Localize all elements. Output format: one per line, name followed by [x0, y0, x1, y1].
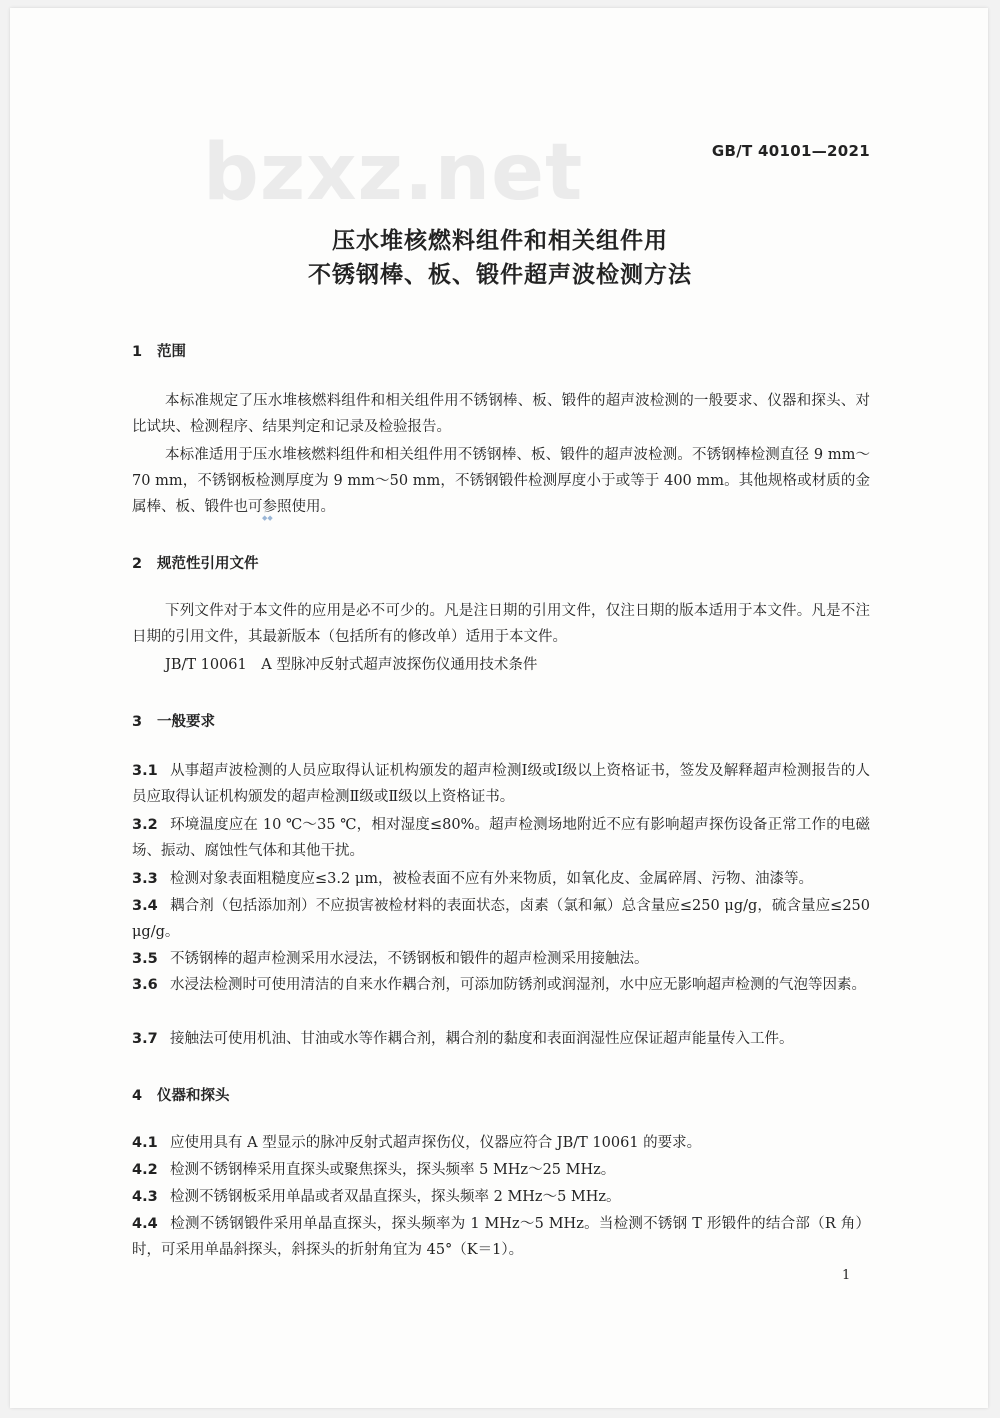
clause-number: 4.2 [132, 1162, 158, 1178]
clause-text: 水浸法检测时可使用清洁的自来水作耦合剂，可添加防锈剂或润湿剂，水中应无影响超声检测的气泡等因素。 [170, 977, 866, 993]
clause-4-3 [132, 1184, 870, 1210]
reference-entry: JB/T 10061 A 型脉冲反射式超声波探伤仪通用技术条件 [165, 657, 538, 673]
clause-text: 检测对象表面粗糙度应≤3.2 μm，被检表面不应有外来物质，如氧化皮、金属碎屑、污物、油漆等。 [170, 871, 813, 887]
clause-text: 检测不锈钢棒采用直探头或聚焦探头，探头频率 5 MHz～25 MHz。 [170, 1162, 616, 1178]
clause-number: 4.4 [132, 1216, 158, 1232]
section-number: 4 [132, 1088, 143, 1104]
document-title-line2: 不锈钢棒、板、锻件超声波检测方法 [308, 262, 692, 288]
clause-number: 3.7 [132, 1031, 158, 1047]
section-heading-2 [132, 552, 259, 573]
clause-number: 4.3 [132, 1189, 158, 1205]
clause-3-6 [132, 972, 870, 998]
clause-text: 应使用具有 A 型显示的脉冲反射式超声探伤仪，仪器应符合 JB/T 10061 的要求。 [170, 1135, 702, 1151]
clause-number: 3.2 [132, 817, 158, 833]
clause-text: 检测不锈钢锻件采用单晶直探头，探头频率为 1 MHz～5 MHz。当检测不锈钢 T 形锻件的结合部（R 角）时，可采用单晶斜探头，斜探头的折射角宜为 45°（K＝1）。 [132, 1216, 870, 1258]
section-title: 仪器和探头 [157, 1088, 230, 1104]
stamp-logo-icon: ◆◆ [262, 514, 273, 522]
section-number: 2 [132, 556, 143, 572]
clause-3-4 [132, 893, 870, 945]
clause-4-4 [132, 1211, 870, 1263]
section-title: 规范性引用文件 [157, 556, 259, 572]
clause-text: 耦合剂（包括添加剂）不应损害被检材料的表面状态，卤素（氯和氟）总含量应≤250 μg/g，硫含量应≤250 μg/g。 [132, 898, 870, 940]
clause-3-3 [132, 866, 870, 892]
section-heading-4 [132, 1084, 230, 1105]
document-title-line1: 压水堆核燃料组件和相关组件用 [332, 228, 668, 254]
clause-3-7 [132, 1026, 870, 1052]
clause-text: 从事超声波检测的人员应取得认证机构颁发的超声检测Ⅰ级或Ⅰ级以上资格证书，签发及解释超声检测报告的人员应取得认证机构颁发的超声检测Ⅱ级或Ⅱ级以上资格证书。 [132, 763, 870, 805]
clause-number: 3.5 [132, 951, 158, 967]
page-number: 1 [842, 1268, 851, 1283]
paragraph: 本标准规定了压水堆核燃料组件和相关组件用不锈钢棒、板、锻件的超声波检测的一般要求、仪器和探头、对比试块、检测程序、结果判定和记录及检验报告。 [132, 393, 870, 435]
clause-4-2 [132, 1157, 870, 1183]
paragraph: 本标准适用于压水堆核燃料组件和相关组件用不锈钢棒、板、锻件的超声波检测。不锈钢棒检测直径 9 mm～70 mm，不锈钢板检测厚度为 9 mm～50 mm，不锈钢锻件检测厚度小于或等于 400 mm。其他规格或材质的金属棒、板、锻件也可参照使用。 [132, 447, 870, 515]
clause-number: 3.3 [132, 871, 158, 887]
clause-number: 3.6 [132, 977, 158, 993]
paragraph: 下列文件对于本文件的应用是必不可少的。凡是注日期的引用文件，仅注日期的版本适用于本文件。凡是不注日期的引用文件，其最新版本（包括所有的修改单）适用于本文件。 [132, 603, 870, 645]
section-number: 3 [132, 714, 143, 730]
clause-number: 3.1 [132, 763, 158, 779]
clause-number: 4.1 [132, 1135, 158, 1151]
clause-4-1 [132, 1130, 870, 1156]
clause-text: 环境温度应在 10 ℃～35 ℃，相对湿度≤80%。超声检测场地附近不应有影响超声探伤设备正常工作的电磁场、振动、腐蚀性气体和其他干扰。 [132, 817, 870, 859]
clause-3-2 [132, 812, 870, 864]
section-number: 1 [132, 344, 143, 360]
standard-code: GB/T 40101—2021 [711, 142, 870, 160]
section-heading-1 [132, 340, 186, 361]
clause-number: 3.4 [132, 898, 158, 914]
clause-text: 检测不锈钢板采用单晶或者双晶直探头，探头频率 2 MHz～5 MHz。 [170, 1189, 621, 1205]
clause-text: 不锈钢棒的超声检测采用水浸法，不锈钢板和锻件的超声检测采用接触法。 [170, 951, 649, 967]
clause-text: 接触法可使用机油、甘油或水等作耦合剂，耦合剂的黏度和表面润湿性应保证超声能量传入工件。 [170, 1031, 794, 1047]
section-title: 范围 [157, 344, 186, 360]
clause-3-5 [132, 946, 870, 972]
section-heading-3 [132, 710, 215, 731]
section-title: 一般要求 [157, 714, 215, 730]
clause-3-1 [132, 758, 870, 810]
watermark: bzxz.net [203, 128, 584, 218]
